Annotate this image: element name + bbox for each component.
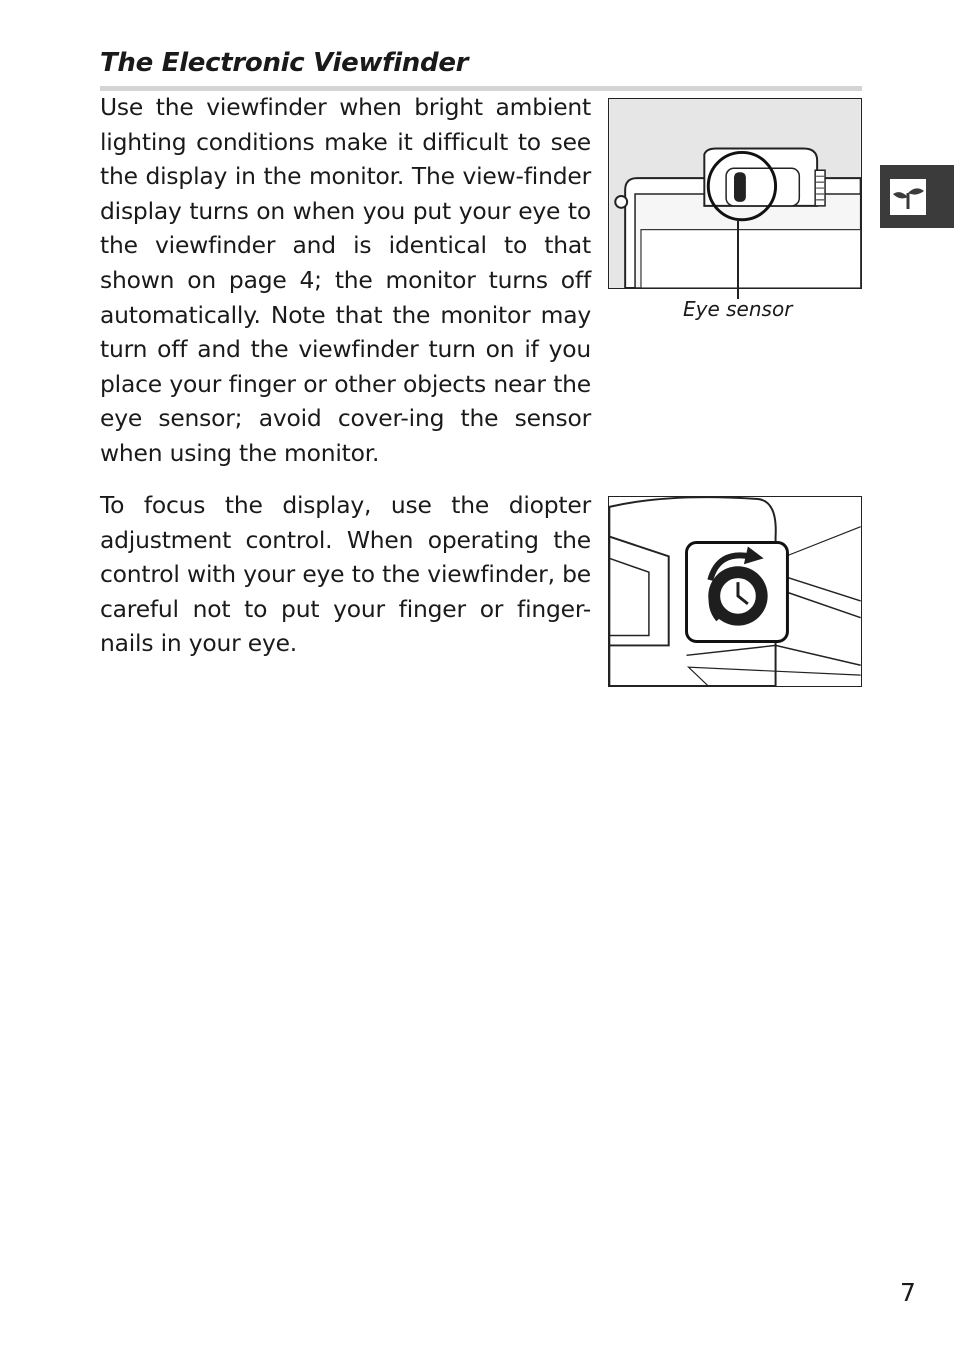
- paragraph-diopter: To focus the display, use the diopter adjustment control. When operating the control with your eye to the viewfinder, be careful not to put your finger or finger-nails in your eye.: [100, 491, 591, 658]
- figure-caption: Eye sensor: [683, 297, 793, 321]
- eye-sensor-illustration: [608, 98, 862, 289]
- diopter-control-illustration: [608, 496, 862, 687]
- paragraph-viewfinder: Use the viewfinder when bright ambient lighting conditions make it difficult to see the display in the monitor. The view-finder display turns on when you put your eye to the viewfinder and is identical to that shown on page 4; the monitor turns off automatically. Note that the monitor may turn off and the viewfinder turn on if you place your finger or other objects near the eye sensor; avoid cover-ing the sensor when using the monitor.: [100, 93, 591, 467]
- eye-sensor-leader-line: [737, 220, 739, 299]
- section-heading: The Electronic Viewfinder: [100, 48, 469, 78]
- page-number: 7: [900, 1278, 916, 1307]
- chapter-tab: [880, 165, 954, 228]
